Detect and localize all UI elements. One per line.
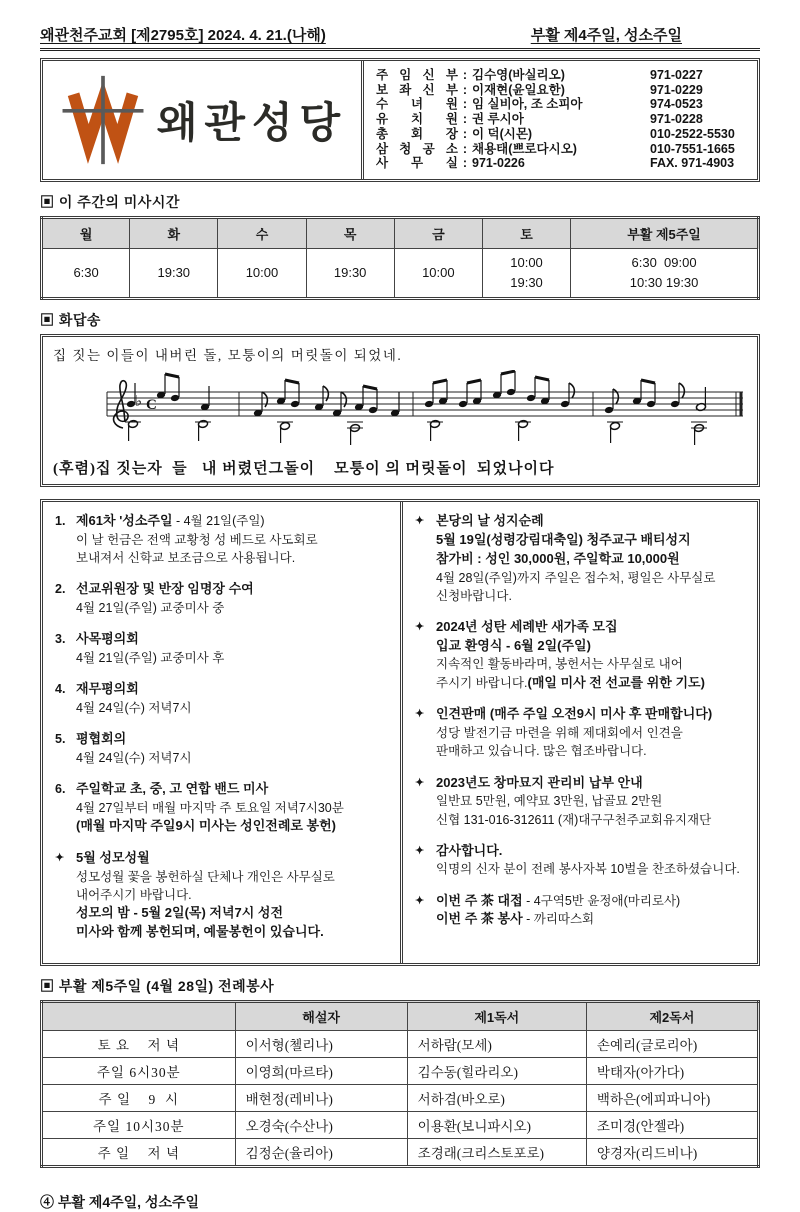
announcement-line (436, 512, 747, 531)
announcement-text: (매월 마지막 주일9시 미사는 성인전례로 봉헌) (76, 817, 336, 833)
contact-row (376, 84, 747, 98)
mass-time: 19:30 (510, 275, 543, 290)
announcement-text: 성당 발전기금 마련을 위해 제대회에서 인견을 (436, 726, 683, 741)
announcement-item (55, 630, 390, 667)
announcement-line (76, 817, 390, 836)
announcement-item (55, 580, 390, 617)
contact-role-label: 유 치 원 (376, 112, 458, 127)
announcement-text: 익명의 신자 분이 전례 봉사자복 10벌을 찬조하셨습니다. (436, 862, 740, 877)
announcement-line (436, 618, 747, 637)
item-number: 1. (55, 514, 66, 528)
announcement-lines (436, 512, 747, 605)
announcement-line (436, 742, 747, 760)
contact-role-label: 보 좌 신 부 (376, 82, 458, 97)
contact-row (376, 98, 747, 112)
star-bullet-icon: ✦ (415, 776, 425, 789)
contact-row (376, 113, 747, 127)
announcement-text: 4월 24일(수) 저녁7시 (76, 700, 192, 715)
announcement-text: 주일학교 초, 중, 고 연합 밴드 미사 (76, 780, 269, 796)
contact-row (376, 157, 747, 171)
announcement-line (436, 637, 747, 656)
feast-day-title: 부활 제4주일, 성소주일 (530, 27, 682, 44)
liturgy-cell: 오경숙(수산나) (235, 1111, 407, 1138)
mass-times-header-row (42, 218, 759, 249)
mass-time: 10:00 (510, 254, 543, 270)
mass-day-header: 토 (482, 218, 570, 249)
liturgy-cell: 김정순(율리아) (235, 1138, 407, 1166)
announcements-column-left (43, 502, 400, 963)
liturgy-cell: 서하겸(바오로) (407, 1084, 586, 1111)
announcement-item (55, 849, 390, 942)
announcement-lines (76, 512, 390, 567)
announcement-text: 입교 환영식 - 6월 2일(주일) (436, 637, 591, 653)
contact-phone: 971-0227 (650, 68, 703, 82)
bulletin-header (40, 24, 760, 51)
announcement-text: 4월 24일(수) 저녁7시 (76, 750, 192, 765)
contact-name: 이 덕(시몬) (472, 126, 533, 141)
announcement-line (76, 730, 390, 749)
announcement-text: 지속적인 활동바라며, 봉헌서는 사무실로 내어 (436, 657, 683, 672)
announcement-line (76, 531, 390, 549)
mass-time: 6:30 09:00 (631, 254, 697, 270)
announcement-text: 5월 성모성월 (76, 849, 150, 865)
contact-role-label: 삼 청 공 소 (376, 141, 458, 156)
contact-phone: 974-0523 (650, 97, 703, 112)
mass-time: 19:30 (157, 264, 191, 280)
mass-day-header: 월 (42, 218, 130, 249)
announcement-text: 5월 19일(성령강림대축일) 청주교구 배티성지 (436, 531, 691, 547)
mass-times-cell (42, 249, 130, 299)
contact-name: 이재현(윤일요한) (472, 82, 565, 97)
mass-times-cell (130, 249, 218, 299)
contact-phone: 010-7551-1665 (650, 141, 735, 156)
liturgy-cell: 이영희(마르타) (235, 1057, 407, 1084)
page-footer: ④ 부활 제4주일, 성소주일 (40, 1193, 200, 1210)
announcement-lines (76, 580, 390, 617)
announcement-item (55, 680, 390, 717)
section-title-mass-times: ▣ 이 주간의 미사시간 (40, 194, 180, 210)
contact-name: 김수영(바실리오) (472, 68, 565, 82)
announcement-text: - 4구역5반 윤정애(마리로사) (522, 893, 681, 908)
liturgy-roster-table (40, 1000, 760, 1168)
liturgy-cell: 양경자(리드비나) (586, 1138, 758, 1166)
announcement-text: 주시기 바랍니다. (436, 675, 528, 690)
item-number: 2. (55, 582, 66, 597)
announcement-text: 감사합니다. (436, 842, 503, 858)
item-number: 5. (55, 732, 66, 746)
mass-day-header: 금 (394, 218, 482, 249)
announcement-line (76, 799, 390, 817)
announcement-line (76, 549, 390, 567)
announcement-line (76, 904, 390, 923)
announcement-lines (76, 849, 390, 942)
liturgy-cell: 주 일 9 시 (42, 1084, 236, 1111)
announcement-item (415, 892, 747, 930)
contact-colon: : (462, 112, 468, 127)
announcement-line (76, 699, 390, 717)
contact-role-label: 주 임 신 부 (376, 68, 458, 82)
mass-times-value-row (42, 249, 759, 299)
mass-time: 10:30 19:30 (629, 275, 699, 290)
liturgy-header-row (42, 1001, 759, 1030)
announcement-line (76, 580, 390, 599)
announcement-text: 평협회의 (76, 731, 127, 746)
announcement-item (55, 730, 390, 767)
music-staff-notation (53, 370, 751, 450)
star-bullet-icon: ✦ (415, 515, 425, 527)
liturgy-cell: 주일 6시30분 (42, 1057, 236, 1084)
announcement-text: 이 날 헌금은 전액 교황청 성 베드로 사도회로 (76, 532, 318, 547)
contact-row (376, 69, 747, 83)
item-number: 3. (55, 632, 66, 647)
time-signature: C (146, 397, 157, 413)
announcement-text: (매주 주일 오전9시 미사 후 판매합니다) (489, 706, 713, 722)
mass-time: 10:00 (245, 264, 279, 280)
item-number: 6. (55, 781, 66, 796)
liturgy-column-header: 해설자 (235, 1001, 407, 1030)
bulletin-issue-info: 왜관천주교회 [제2795호] 2024. 4. 21.(나해) (40, 27, 326, 44)
announcement-item (415, 512, 747, 605)
announcement-text: 일반묘 5만원, 예약묘 3만원, 납골묘 2만원 (436, 794, 663, 809)
contact-colon: : (462, 156, 468, 171)
announcement-text: 제61차 '성소주일 (76, 513, 173, 528)
mass-times-table (40, 216, 760, 300)
contact-name: 임 실비아, 조 소피아 (472, 97, 583, 112)
mass-times-cell (218, 249, 306, 299)
liturgy-cell: 주 일 저 녁 (42, 1138, 236, 1166)
announcement-text: 인견판매 (436, 706, 490, 722)
liturgy-column-header: 제2독서 (586, 1001, 758, 1030)
announcement-item (415, 705, 747, 760)
announcement-lines (436, 892, 747, 930)
contact-name: 채용태(쁘로다시오) (472, 141, 577, 156)
contact-name: 권 루시아 (472, 112, 524, 127)
announcement-text: 성모성월 꽃을 봉헌하실 단체나 개인은 사무실로 (76, 869, 335, 884)
music-staff (53, 370, 747, 455)
announcement-line (76, 868, 390, 886)
announcement-lines (436, 705, 747, 760)
contact-role-label: 수 녀 원 (376, 97, 458, 112)
announcement-text: (매일 미사 전 선교를 위한 기도) (527, 674, 705, 690)
flat-sign-icon: ♭ (135, 393, 143, 410)
liturgy-cell: 토 요 저 녁 (42, 1030, 236, 1057)
announcement-line (76, 630, 390, 649)
contact-phone: 971-0229 (650, 82, 703, 97)
announcement-text: 신청바랍니다. (436, 588, 512, 603)
star-bullet-icon: ✦ (415, 620, 425, 633)
announcement-text: 미사와 함께 봉헌되며, 예물봉헌이 있습니다. (76, 923, 324, 939)
contact-colon: : (462, 141, 468, 156)
mass-times-cell (394, 249, 482, 299)
mass-times-cell (571, 249, 759, 299)
contact-row (376, 143, 747, 157)
announcement-lines (76, 680, 390, 717)
contact-colon: : (462, 82, 468, 97)
announcement-line (436, 860, 747, 878)
announcement-text: 본당의 날 성지순례 (436, 513, 544, 528)
announcement-lines (76, 630, 390, 667)
announcement-text: 신협 131-016-312611 (재)대구구천주교회유지재단 (436, 812, 712, 827)
announcement-text: - 4월 21일(주일) (172, 514, 265, 528)
announcement-text: 보내져서 신학교 보조금으로 사용됩니다. (76, 550, 296, 565)
contact-role-label: 총 회 장 (376, 126, 458, 141)
announcement-line (436, 842, 747, 861)
announcement-text: - 까리따스회 (522, 912, 595, 927)
announcements-column-right (400, 502, 757, 963)
announcement-line (76, 780, 390, 799)
mass-day-header: 부활 제5주일 (571, 218, 759, 249)
liturgy-cell: 배현정(레비나) (235, 1084, 407, 1111)
star-bullet-icon: ✦ (55, 851, 65, 864)
contact-colon: : (462, 97, 468, 112)
announcement-text: 4월 28일(주일)까지 주일은 접수처, 평일은 사무실로 (436, 570, 716, 585)
liturgy-row (42, 1084, 759, 1111)
psalm-refrain: (후렴)집 짓는자 들 내 버렸던그돌이 모퉁이 의 머릿돌이 되었나이다 (53, 461, 555, 477)
announcement-line (76, 649, 390, 667)
announcement-lines (76, 730, 390, 767)
mass-time: 6:30 (73, 264, 99, 280)
item-number: 4. (55, 682, 66, 697)
announcement-text: 판매하고 있습니다. 많은 협조바랍니다. (436, 744, 647, 759)
liturgy-cell: 손예리(글로리아) (586, 1030, 758, 1057)
liturgy-cell: 김수동(힐라리오) (407, 1057, 586, 1084)
announcement-line (76, 680, 390, 699)
contact-phone: 971-0228 (650, 112, 703, 127)
liturgy-cell: 조미경(안젤라) (586, 1111, 758, 1138)
mass-day-header: 수 (218, 218, 306, 249)
announcement-item (415, 842, 747, 879)
crown-cross-logo-icon (57, 72, 149, 168)
announcement-line (436, 892, 747, 911)
announcement-line (76, 512, 390, 531)
announcement-line (76, 749, 390, 767)
announcement-text: 성모의 밤 - 5월 2일(목) 저녁7시 성전 (76, 904, 284, 920)
note-glyphs (125, 371, 707, 445)
liturgy-row (42, 1057, 759, 1084)
announcement-line (436, 655, 747, 673)
liturgy-cell: 주일 10시30분 (42, 1111, 236, 1138)
announcement-item (55, 780, 390, 836)
mass-day-header: 화 (130, 218, 218, 249)
announcement-line (436, 569, 747, 587)
psalm-verse: 집 짓는 이들이 내버린 돌, 모퉁이의 머릿돌이 되었네. (53, 348, 403, 363)
announcement-line (436, 792, 747, 810)
section-title-liturgy: ▣ 부활 제5주일 (4월 28일) 전례봉사 (40, 977, 275, 994)
announcement-line (436, 910, 747, 929)
announcement-line (436, 587, 747, 605)
announcement-lines (436, 774, 747, 829)
contact-colon: : (462, 126, 468, 141)
masthead-box (40, 58, 760, 182)
announcement-text: 4월 21일(주일) 교중미사 후 (76, 650, 225, 665)
section-title-psalm: ▣ 화답송 (40, 312, 101, 328)
announcement-line (76, 923, 390, 942)
contact-table (361, 61, 757, 179)
announcement-lines (436, 618, 747, 693)
announcement-text: 2023년도 창마묘지 관리비 납부 안내 (436, 774, 643, 790)
announcement-line (76, 599, 390, 617)
announcement-text: 2024년 성탄 세례반 새가족 모집 (436, 618, 618, 634)
announcement-line (436, 774, 747, 793)
star-bullet-icon: ✦ (415, 708, 425, 721)
liturgy-row (42, 1111, 759, 1138)
liturgy-cell: 서하람(모세) (407, 1030, 586, 1057)
announcement-text: 이번 주 茶 대접 (436, 892, 523, 908)
announcement-lines (76, 780, 390, 836)
announcement-lines (436, 842, 747, 879)
announcement-line (436, 705, 747, 724)
announcement-line (76, 849, 390, 868)
announcement-item (415, 774, 747, 829)
announcement-text: 이번 주 茶 봉사 (436, 911, 523, 927)
announcement-item (415, 618, 747, 693)
announcements-box (40, 499, 760, 966)
announcement-line (436, 674, 747, 693)
contact-row (376, 128, 747, 142)
announcement-line (436, 531, 747, 550)
announcement-item (55, 512, 390, 567)
star-bullet-icon: ✦ (415, 894, 425, 907)
liturgy-cell: 조경래(크리스토포로) (407, 1138, 586, 1166)
announcement-text: 내어주시기 바랍니다. (76, 887, 192, 902)
contact-phone: 010-2522-5530 (650, 126, 735, 141)
liturgy-body (42, 1030, 759, 1166)
announcement-line (436, 550, 747, 569)
responsorial-psalm-box (40, 334, 760, 487)
announcement-text: 재무평의회 (76, 681, 139, 697)
liturgy-cell: 이용환(보니파시오) (407, 1111, 586, 1138)
liturgy-column-header: 제1독서 (407, 1001, 586, 1030)
mass-time: 19:30 (333, 264, 367, 280)
star-bullet-icon: ✦ (415, 844, 425, 857)
contact-name: 971-0226 (472, 156, 525, 171)
liturgy-cell: 박태자(아가다) (586, 1057, 758, 1084)
liturgy-column-header (42, 1001, 236, 1030)
mass-times-cell (306, 249, 394, 299)
contact-role-label: 사 무 실 (376, 156, 458, 171)
liturgy-row (42, 1138, 759, 1166)
announcement-text: 참가비 : 성인 30,000원, 주일학교 10,000원 (436, 550, 680, 566)
contact-colon: : (462, 68, 468, 82)
announcement-text: 선교위원장 및 반장 임명장 수여 (76, 581, 254, 597)
parish-logo (43, 61, 361, 179)
mass-times-cell (482, 249, 570, 299)
mass-time: 10:00 (422, 264, 455, 280)
contact-phone: FAX. 971-4903 (650, 156, 735, 171)
mass-day-header: 목 (306, 218, 394, 249)
announcement-text: 사목평의회 (76, 631, 139, 647)
announcement-text: 4월 27일부터 매월 마지막 주 토요일 저녁7시30분 (76, 800, 344, 815)
liturgy-cell: 백하은(에피파니아) (586, 1084, 758, 1111)
announcement-text: 4월 21일(주일) 교중미사 중 (76, 600, 225, 615)
announcement-line (436, 724, 747, 742)
parish-name: 왜관성당 (156, 101, 348, 147)
announcement-line (76, 886, 390, 904)
liturgy-cell: 이서형(첼리나) (235, 1030, 407, 1057)
liturgy-row (42, 1030, 759, 1057)
announcement-line (436, 811, 747, 829)
